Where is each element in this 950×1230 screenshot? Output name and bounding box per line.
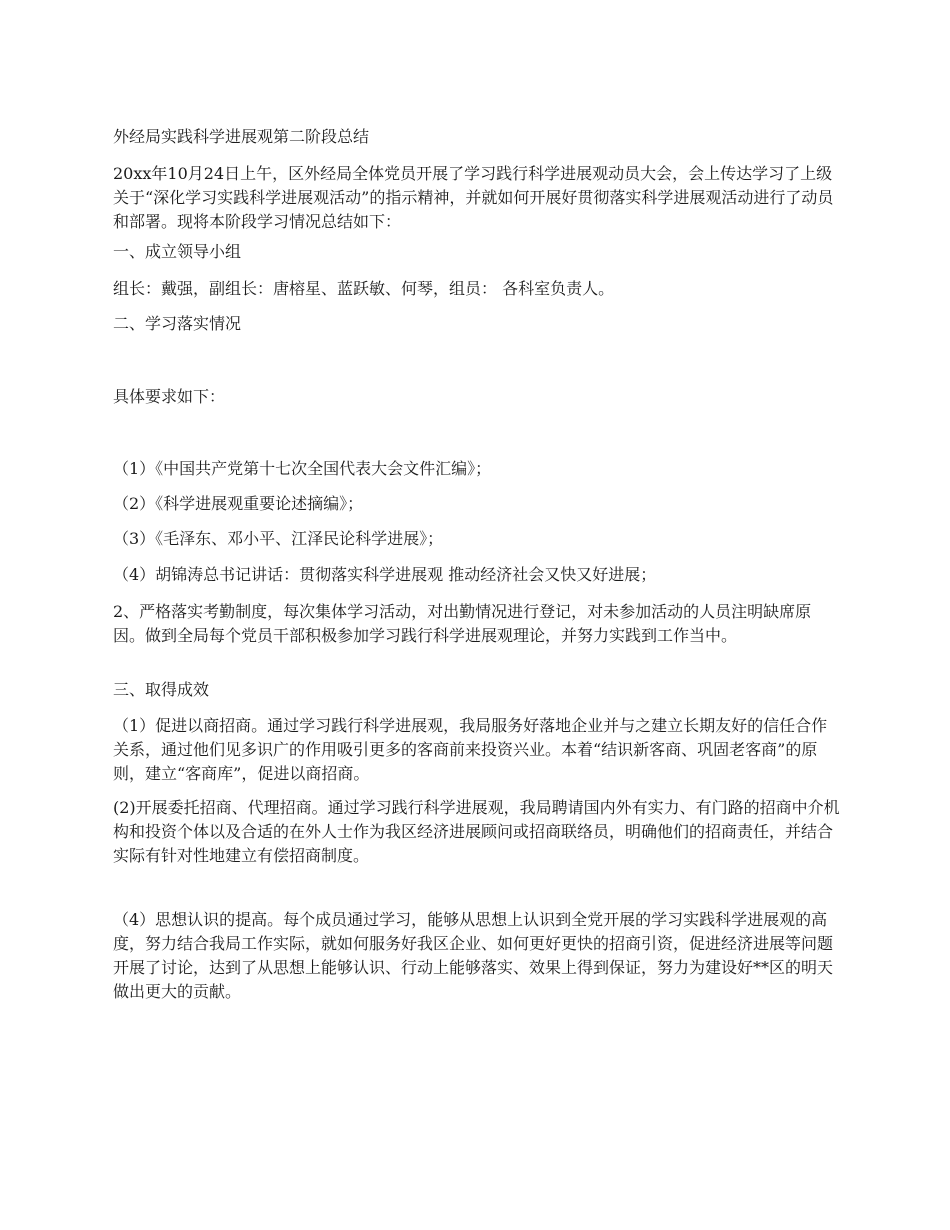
intro-paragraph: 20xx年10月24日上午，区外经局全体党员开展了学习践行科学进展观动员大会，会上传达学习了上级关于“深化学习实践科学进展观活动”的指示精神，并就如何开展好贯彻落实科学进展观活动进行了动员和部署。现将本阶段学习情况总结如下： bbox=[113, 164, 834, 231]
section-heading-leadership: 一、成立领导小组 bbox=[113, 242, 242, 261]
result-item: （4）思想认识的提高。每个成员通过学习，能够从思想上认识到全党开展的学习实践科学进展观的高度，努力结合我局工作实际，就如何服务好我区企业、如何更好更快的招商引资，促进经济进展等问题开展了讨论，达到了从思想上能够认识、行动上能够落实、效果上得到保证，努力为建设好**区的明天做出更大的贡献。 bbox=[113, 910, 834, 1001]
reading-list-item: （1）《中国共产党第十七次全国代表大会文件汇编》； bbox=[113, 459, 492, 478]
section-heading-study: 二、学习落实情况 bbox=[113, 314, 242, 333]
result-item: （1）促进以商招商。通过学习践行科学进展观，我局服务好落地企业并与之建立长期友好的信任合作关系，通过他们见多识广的作用吸引更多的客商前来投资兴业。本着“结识新客商、巩固老客商”的原则，建立“客商库”，促进以商招商。 bbox=[113, 716, 828, 783]
leadership-members: 组长：戴强，副组长：唐榕星、蓝跃敏、何琴，组员： 各科室负责人。 bbox=[113, 279, 615, 298]
reading-list-item: （2）《科学进展观重要论述摘编》； bbox=[113, 494, 364, 513]
reading-list-item: （3）《毛泽东、邓小平、江泽民论科学进展》； bbox=[113, 529, 444, 548]
reading-list-item: （4）胡锦涛总书记讲话：贯彻落实科学进展观 推动经济社会又快又好进展； bbox=[113, 565, 657, 584]
result-item: (2)开展委托招商、代理招商。通过学习践行科学进展观，我局聘请国内外有实力、有门路的招商中介机构和投资个体以及合适的在外人士作为我区经济进展顾问或招商联络员，明确他们的招商责任，并结合实际有针对性地建立有偿招商制度。 bbox=[113, 798, 840, 865]
requirements-intro: 具体要求如下： bbox=[113, 387, 226, 406]
attendance-paragraph: 2、严格落实考勤制度，每次集体学习活动，对出勤情况进行登记，对未参加活动的人员注明缺席原因。做到全局每个党员干部积极参加学习践行科学进展观理论，并努力实践到工作当中。 bbox=[113, 602, 812, 645]
document-title: 外经局实践科学进展观第二阶段总结 bbox=[113, 127, 370, 146]
section-heading-results: 三、取得成效 bbox=[113, 680, 210, 699]
